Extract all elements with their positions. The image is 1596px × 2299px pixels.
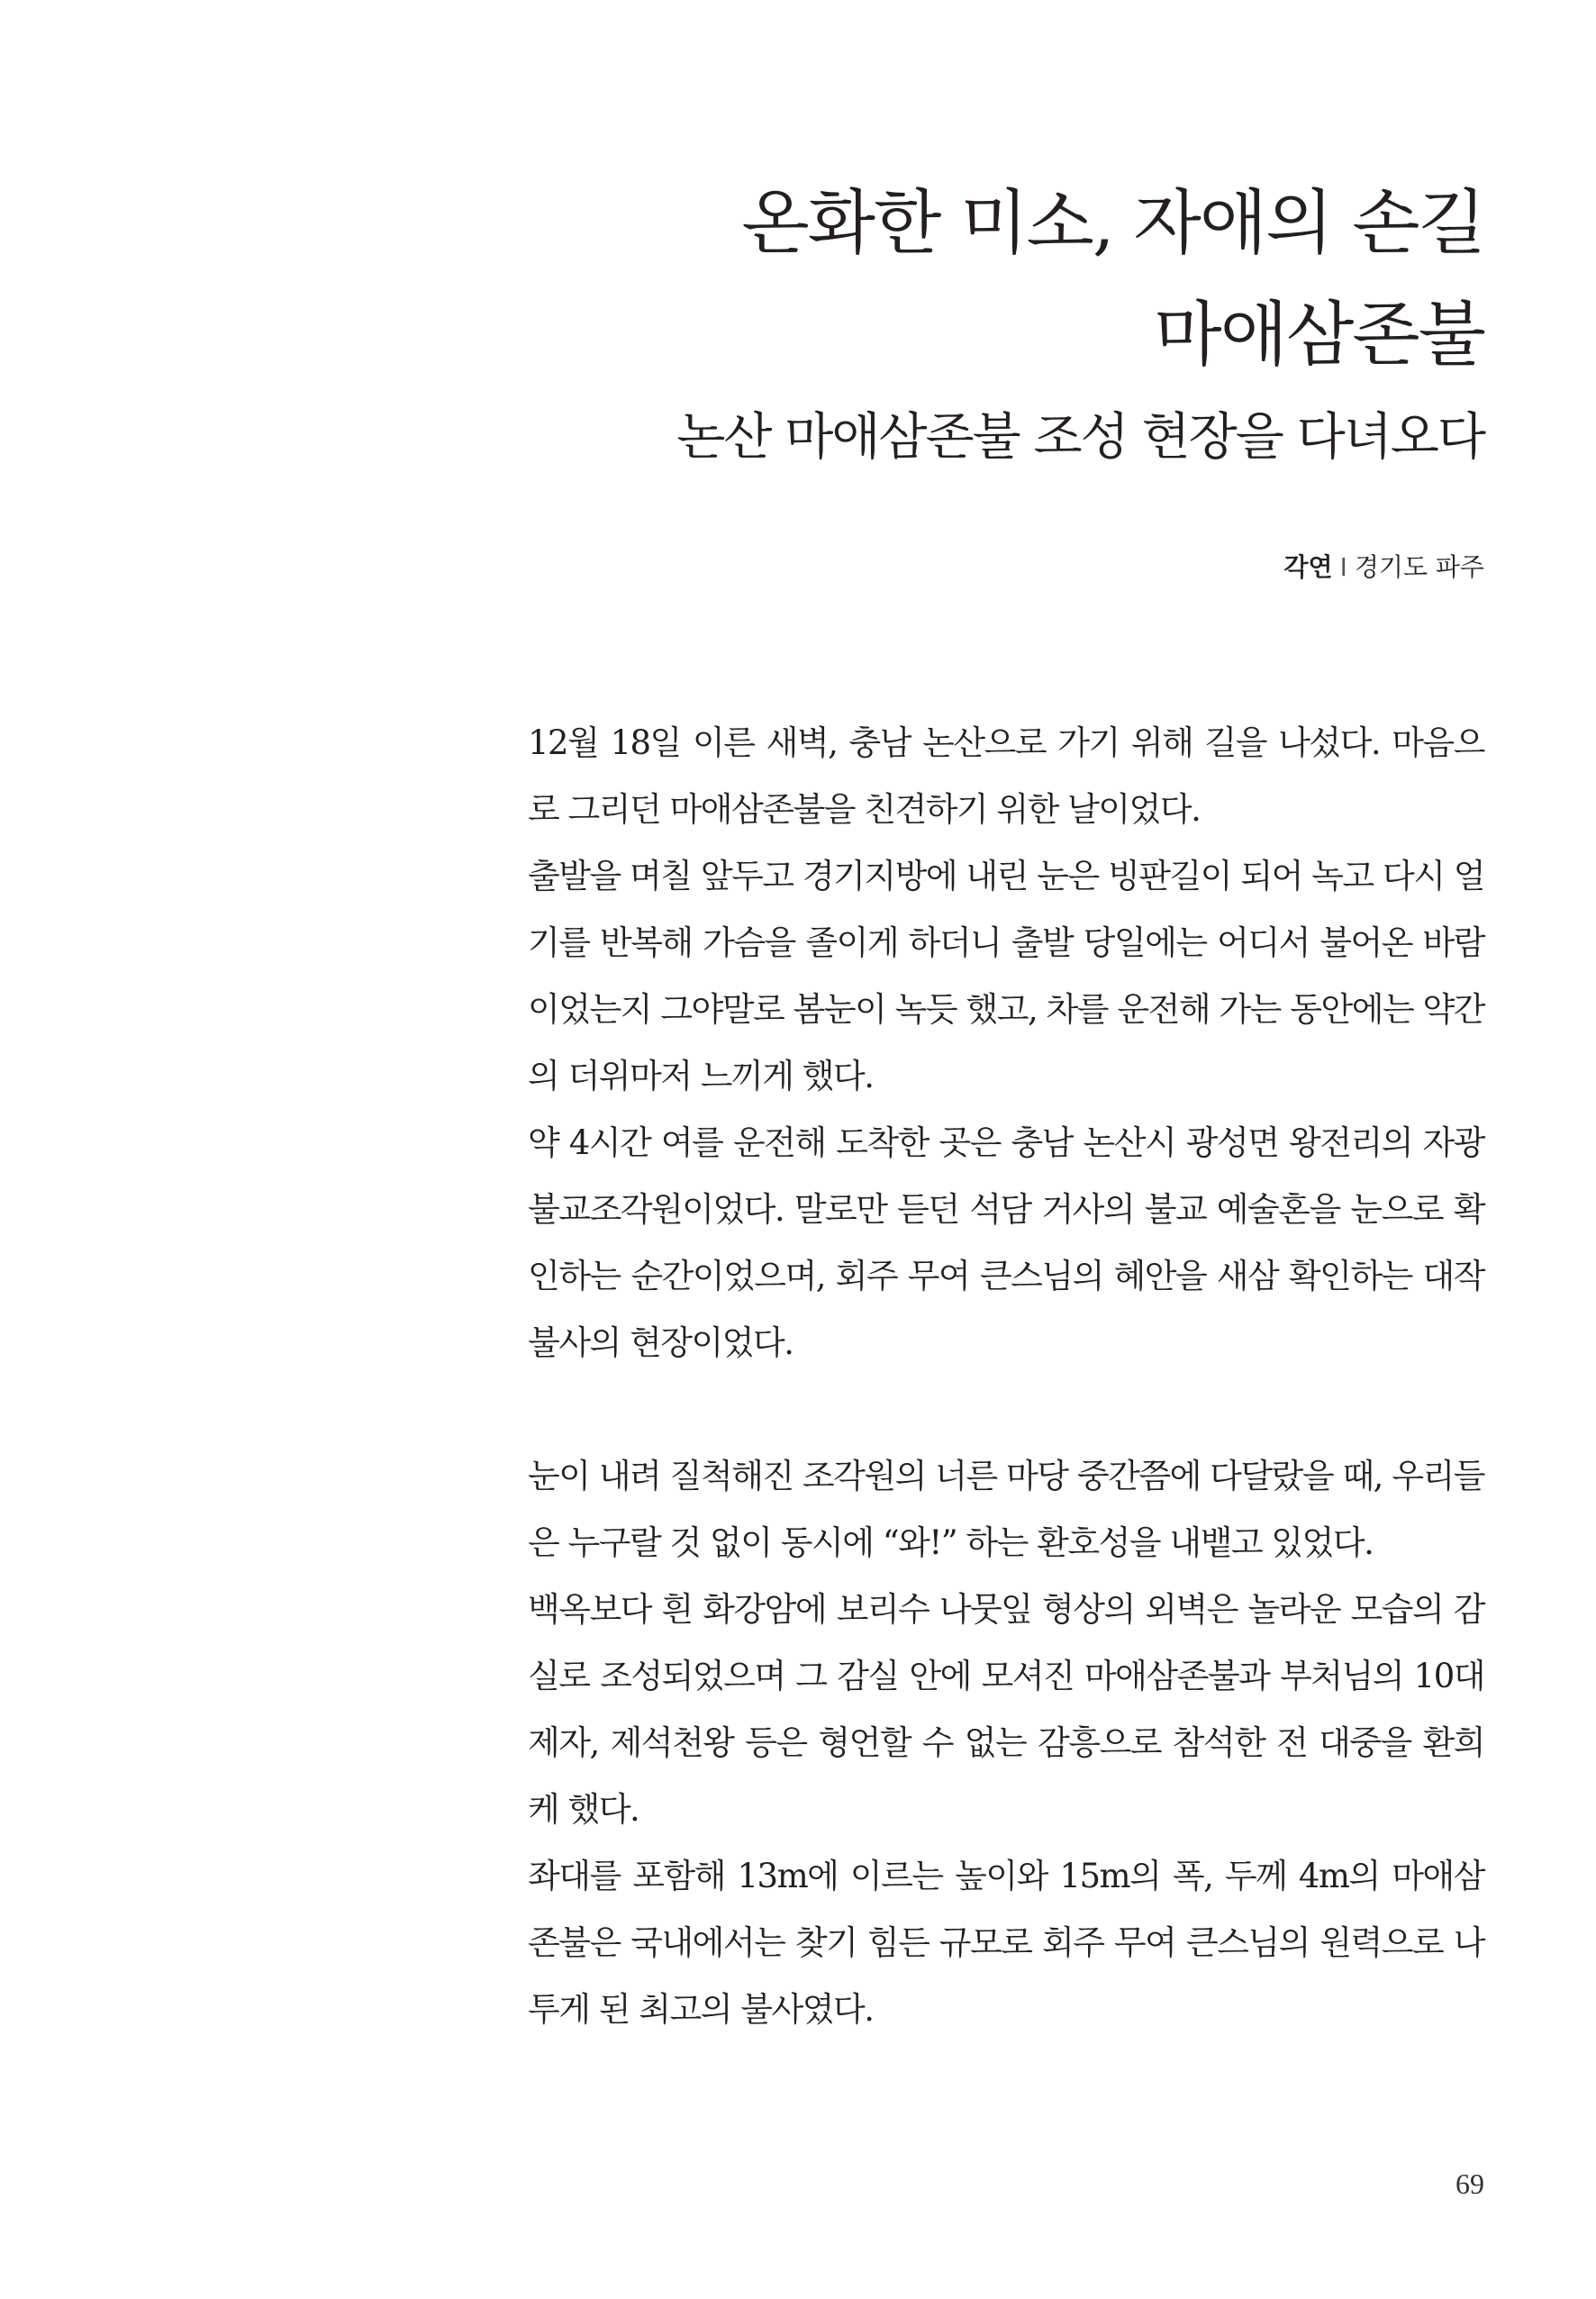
article-title-block xyxy=(404,168,1484,472)
byline-separator: I xyxy=(1339,552,1347,582)
byline xyxy=(1283,550,1484,586)
article-title-line-1: 온화한 미소, 자애의 손길 xyxy=(741,183,1484,264)
article-title-line-2: 마애삼존불 xyxy=(1154,295,1484,376)
author-location: 경기도 파주 xyxy=(1354,552,1484,582)
body-paragraph-4: 눈이 내려 질척해진 조각원의 너른 마당 중간쯤에 다달랐을 때, 우리들은 누구랄 것 없이 동시에 “와!” 하는 환호성을 내뱉고 있었다. xyxy=(528,1457,1484,1562)
body-paragraph-1: 12월 18일 이른 새벽, 충남 논산으로 가기 위해 길을 나섰다. 마음으로 그리던 마애삼존불을 친견하기 위한 날이었다. xyxy=(528,723,1484,829)
body-paragraph-6: 좌대를 포함해 13m에 이르는 높이와 15m의 폭, 두께 4m의 마애삼존불은 국내에서는 찾기 힘든 규모로 회주 무여 큰스님의 원력으로 나투게 된 최고의 불사였다. xyxy=(528,1857,1484,2029)
author-name: 각연 xyxy=(1283,552,1333,582)
section-break xyxy=(528,1377,1484,1443)
body-paragraph-3: 약 4시간 여를 운전해 도착한 곳은 충남 논산시 광성면 왕전리의 자광불교조각원이었다. 말로만 듣던 석담 거사의 불교 예술혼을 눈으로 확인하는 순간이었으며, 회주 무여 큰스님의 혜안을 새삼 확인하는 대작불사의 현장이었다. xyxy=(528,1123,1484,1362)
body-paragraph-5: 백옥보다 흰 화강암에 보리수 나뭇잎 형상의 외벽은 놀라운 모습의 감실로 조성되었으며 그 감실 안에 모셔진 마애삼존불과 부처님의 10대제자, 제석천왕 등은 형언할 수 없는 감흥으로 참석한 전 대중을 환희케 했다. xyxy=(528,1590,1484,1829)
article-body xyxy=(528,710,1484,2043)
body-paragraph-2: 출발을 며칠 앞두고 경기지방에 내린 눈은 빙판길이 되어 녹고 다시 얼기를 반복해 가슴을 졸이게 하더니 출발 당일에는 어디서 불어온 바람이었는지 그야말로 봄눈이 녹듯 했고, 차를 운전해 가는 동안에는 약간의 더위마저 느끼게 했다. xyxy=(528,857,1484,1095)
page-number: 69 xyxy=(1455,2167,1484,2200)
article-subtitle: 논산 마애삼존불 조성 현장을 다녀오다 xyxy=(676,408,1484,467)
